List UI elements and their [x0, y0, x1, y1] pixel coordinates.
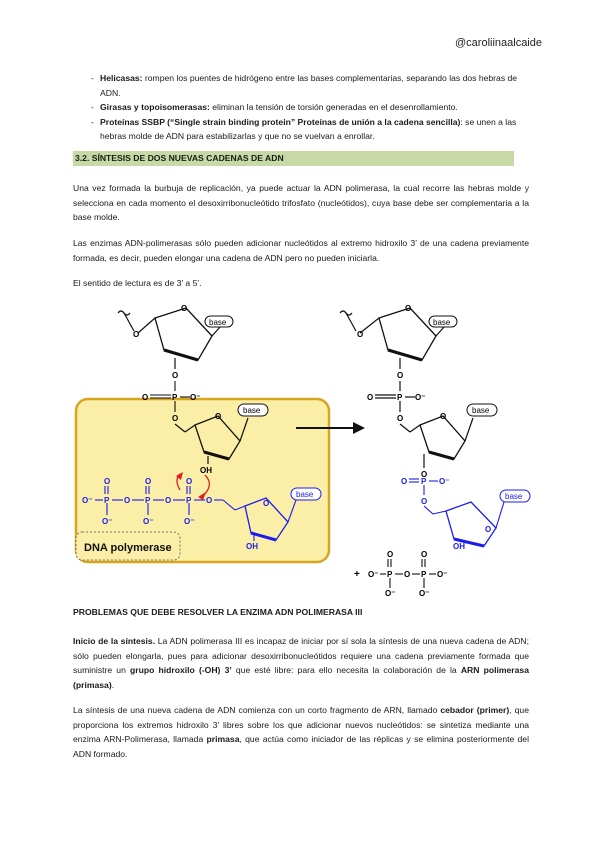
atom-o: O [401, 477, 408, 486]
term: grupo hidroxilo (-OH) 3’ [130, 665, 232, 676]
atom-o: O [485, 525, 492, 534]
list-item: - Proteínas SSBP (“Single strain binding protein” Proteínas de unión a la cadena sencilla): se unen a las hebras molde de ADN para estabilizarlas y que no se vuelvan a enrollar. [91, 116, 517, 142]
atom-o: O [104, 477, 111, 486]
atom-o-minus: O⁻ [190, 393, 201, 402]
definition: : se unen a las hebras molde de ADN para estabilizarlas y que no se vuelvan a enrollar. [100, 116, 517, 142]
atom-o: O [397, 414, 404, 423]
atom-o-minus: O⁻ [368, 570, 379, 579]
atom-p: P [104, 496, 110, 505]
atom-p: P [172, 393, 178, 402]
atom-o: O [421, 550, 428, 559]
plus-sign: + [354, 569, 360, 580]
atom-o-minus: O⁻ [419, 589, 430, 598]
text-run: La ADN polimerasa III es incapaz de iniciar por sí sola la síntesis de una nueva cadena de ADN; sólo pueden elongarla, pues para adicionar desoxirribonucleótidos requiere una cadena previamente formada que suministre un [73, 636, 529, 676]
base-label: base [209, 318, 227, 327]
base-label: base [505, 492, 523, 501]
atom-o: O [124, 496, 131, 505]
term: Inicio de la síntesis. [73, 636, 156, 646]
text-run: , que actúa como iniciador de las réplicas y se elimina posteriormente del ADN formado. [73, 734, 529, 759]
atom-o: O [186, 477, 193, 486]
atom-o: O [421, 470, 428, 479]
atom-p: P [421, 570, 427, 579]
atom-o: O [405, 304, 412, 313]
section-heading: 3.2. SÍNTESIS DE DOS NUEVAS CADENAS DE ADN [73, 151, 514, 166]
enzyme-label: DNA polymerase [84, 542, 172, 554]
problems-heading: PROBLEMAS QUE DEBE RESOLVER LA ENZIMA ADN POLIMERASA III [73, 607, 363, 617]
atom-o: O [172, 371, 179, 380]
hydroxyl-label: OH [246, 542, 258, 551]
term: ARN polimerasa (primasa) [73, 665, 529, 690]
list-item: - Helicasas: rompen los puentes de hidrógeno entre las bases complementarias, separando las dos hebras de ADN. [91, 73, 518, 98]
list-item: - Girasas y topoisomerasas: eliminan la tensión de torsión generadas en el desenrollamiento. [91, 102, 458, 113]
atom-o-minus: O⁻ [143, 517, 154, 526]
atom-o: O [387, 550, 394, 559]
term: Girasas y topoisomerasas: [100, 102, 210, 113]
atom-o-minus: O⁻ [82, 496, 93, 505]
atom-o-minus: O⁻ [415, 393, 426, 402]
atom-o: O [206, 496, 213, 505]
base-label: base [243, 406, 261, 415]
atom-p: P [421, 477, 427, 486]
atom-o: O [165, 496, 172, 505]
text-run: , que proporciona los extremos hidroxilo 3’ libres sobre los que adicionar nuevos nucleótidos: se sintetiza mediante una enzima ARN-Polimerasa, llamada [73, 705, 529, 745]
base-label: base [296, 490, 314, 499]
definition: eliminan la tensión de torsión generadas en el desenrollamiento. [209, 102, 458, 113]
paragraph-primer [73, 703, 529, 761]
atom-p: P [397, 393, 403, 402]
paragraph-reading-direction: El sentido de lectura es de 3’ a 5’. [73, 278, 202, 288]
paragraph-replication: Una vez formada la burbuja de replicación, ya puede actuar la ADN polimerasa, la cual recorre las hebras molde y selecciona en cada momento el desoxirribonucleótido trifosfato (nucleótidos), cuya base debe ser complementaria a la base molde. [73, 183, 529, 223]
term: cebador (primer) [440, 705, 510, 715]
hydroxyl-label: OH [200, 466, 212, 475]
atom-o: O [133, 330, 140, 339]
atom-o: O [172, 414, 179, 423]
hydroxyl-label: OH [453, 542, 465, 551]
term: Helicasas: [100, 73, 143, 83]
term: Proteínas SSBP (“Single strain binding protein” Proteínas de unión a la cadena sencilla) [100, 116, 461, 127]
atom-o: O [397, 371, 404, 380]
atom-o: O [440, 412, 447, 421]
atom-o-minus: O⁻ [184, 517, 195, 526]
atom-o: O [145, 477, 152, 486]
atom-o: O [142, 393, 149, 402]
atom-o-minus: O⁻ [439, 477, 450, 486]
definition: rompen los puentes de hidrógeno entre las bases complementarias, separando las dos hebras de ADN. [100, 73, 518, 98]
paragraph-polymerase: Las enzimas ADN-polimerasas sólo pueden adicionar nucleótidos al extremo hidroxilo 3’ de una cadena previamente formada, es decir, pueden elongar una cadena de ADN pero no pueden iniciarla. [73, 238, 529, 263]
text-run: que esté libre: para ello necesita la colaboración de la [231, 665, 461, 676]
atom-o: O [181, 304, 188, 313]
author-handle: @caroliinaalcaide [455, 37, 542, 49]
atom-p: P [145, 496, 151, 505]
atom-o-minus: O⁻ [437, 570, 448, 579]
atom-o: O [263, 499, 270, 508]
atom-o-minus: O⁻ [385, 589, 396, 598]
base-label: base [433, 318, 451, 327]
term: primasa [206, 734, 240, 745]
atom-o: O [357, 330, 364, 339]
atom-p: P [186, 496, 192, 505]
base-label: base [472, 406, 490, 415]
paragraph-synthesis-start [73, 634, 529, 692]
atom-o: O [421, 497, 428, 506]
atom-o: O [215, 412, 222, 421]
text-run: . [111, 679, 115, 690]
atom-p: P [387, 570, 393, 579]
atom-o-minus: O⁻ [102, 517, 113, 526]
text-run: La síntesis de una nueva cadena de ADN comienza con un corto fragmento de ARN, llamado [73, 705, 441, 715]
atom-o: O [367, 393, 374, 402]
atom-o: O [404, 570, 411, 579]
